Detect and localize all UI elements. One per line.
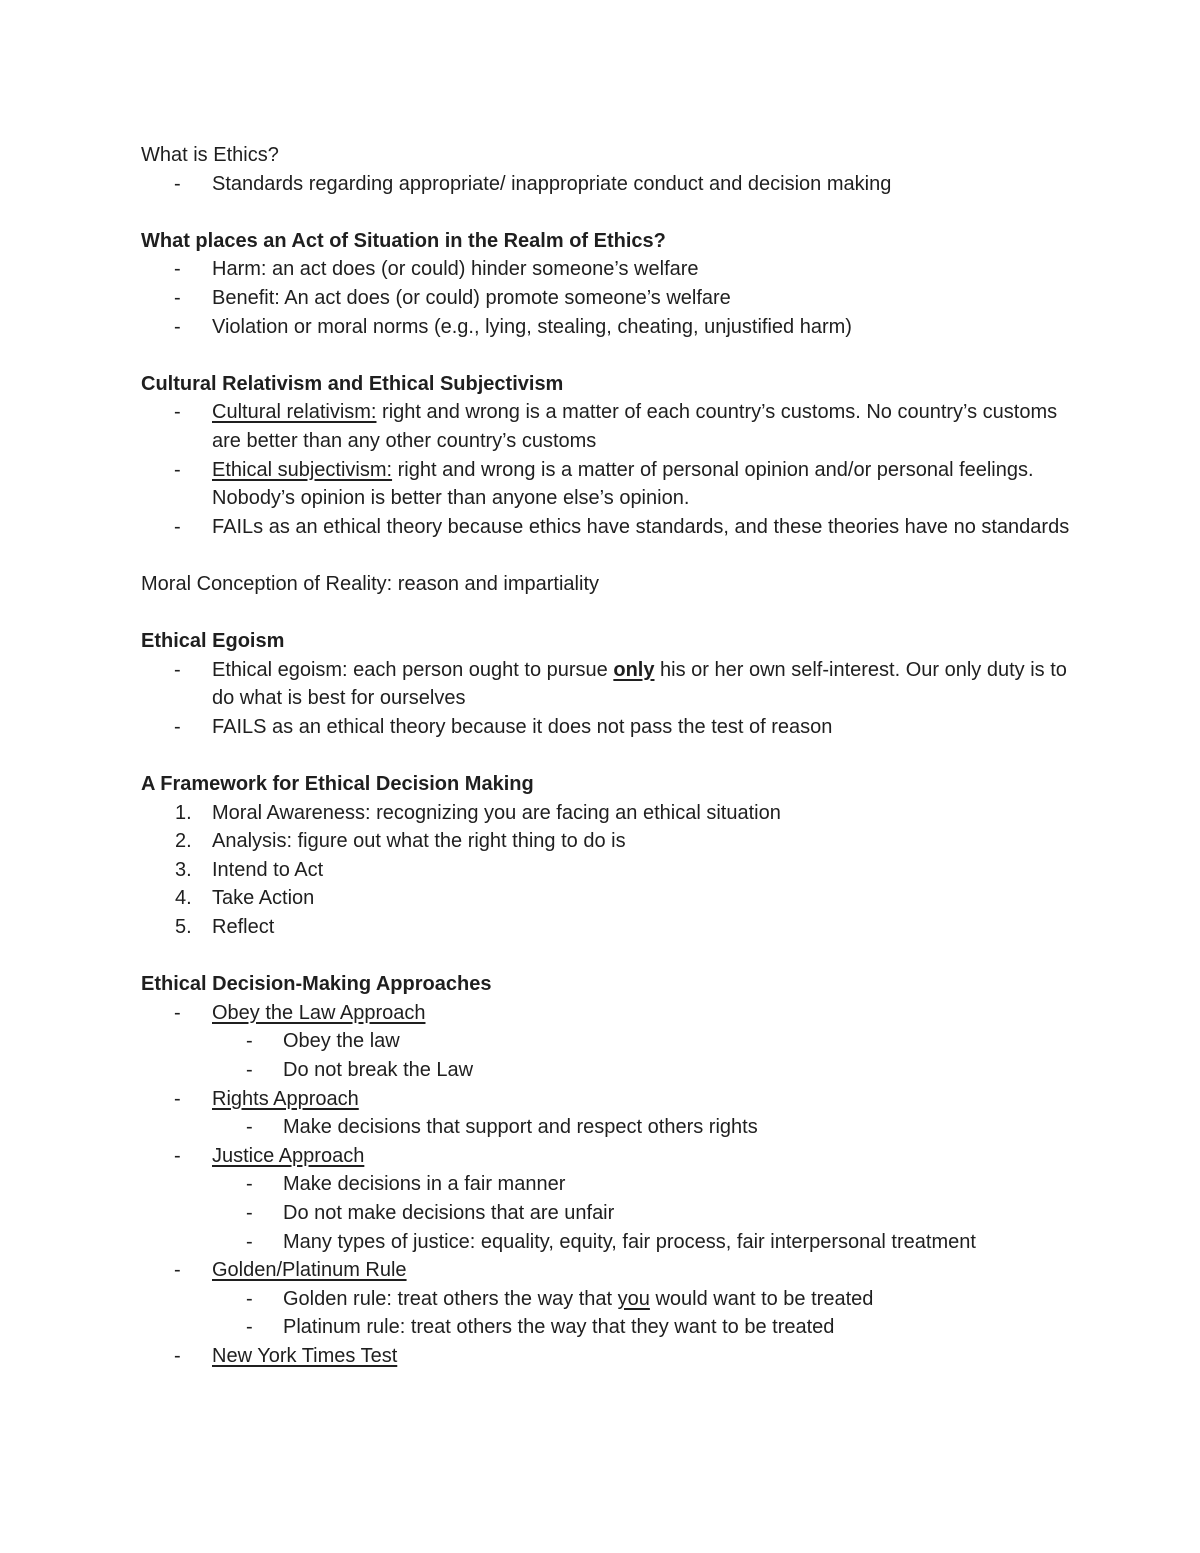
sub-list-item <box>141 1056 1071 1085</box>
number-marker: 5. <box>175 916 192 939</box>
sub-text: Make decisions that support and respect others rights <box>283 1116 758 1139</box>
number-marker: 4. <box>175 887 192 910</box>
list-item <box>141 513 1072 542</box>
bullet-text: Harm: an act does (or could) hinder someone’s welfare <box>212 258 699 281</box>
list-item <box>141 170 1071 199</box>
emphasis-only: only <box>613 658 655 681</box>
bullet-text: FAILs as an ethical theory because ethics have standards, and these theories have no standards <box>212 515 1070 538</box>
list-item <box>141 656 1072 713</box>
approach-item-nyt <box>141 1342 1071 1371</box>
approach-item-law <box>141 999 1071 1028</box>
step-text: Intend to Act <box>212 858 324 881</box>
bullet-text: FAILS as an ethical theory because it does not pass the test of reason <box>212 715 833 738</box>
sub-text: Golden rule: treat others the way that <box>283 1287 618 1310</box>
list-item <box>141 713 1071 742</box>
dash-marker: - <box>174 1144 181 1167</box>
approach-label: Golden/Platinum Rule <box>212 1259 407 1282</box>
step-text: Analysis: figure out what the right thing to do is <box>212 830 626 853</box>
number-marker: 2. <box>175 830 192 853</box>
sub-text: Make decisions in a fair manner <box>283 1173 566 1196</box>
dash-marker: - <box>246 1030 253 1053</box>
numbered-item <box>141 827 1071 856</box>
numbered-item <box>141 856 1071 885</box>
emphasis-you: you <box>617 1287 650 1310</box>
dash-marker: - <box>246 1059 253 1081</box>
section-title-what-is-ethics: What is Ethics? <box>141 144 279 166</box>
dash-marker: - <box>174 286 181 309</box>
section-title-ethical-egoism: Ethical Egoism <box>141 630 285 653</box>
sub-text: Obey the law <box>283 1030 400 1053</box>
number-marker: 1. <box>175 801 192 824</box>
section-title-relativism: Cultural Relativism and Ethical Subjectivism <box>141 372 564 395</box>
bullet-text: right and wrong is a matter of each country’s customs. No country’s customs are better than any other country’s customs <box>212 401 1058 452</box>
bullet-text: Standards regarding appropriate/ inappropriate conduct and decision making <box>212 172 892 195</box>
dash-marker: - <box>174 515 181 538</box>
section-title-approaches: Ethical Decision-Making Approaches <box>141 973 492 996</box>
sub-list-item <box>141 1027 1071 1056</box>
approach-item-golden <box>141 1256 1071 1285</box>
approach-label: Obey the Law Approach <box>212 1001 426 1024</box>
section-title-framework: A Framework for Ethical Decision Making <box>141 773 534 796</box>
sub-text: would want to be treated <box>649 1287 874 1310</box>
dash-marker: - <box>174 172 181 195</box>
dash-marker: - <box>174 1001 181 1024</box>
moral-conception-line: Moral Conception of Reality: reason and impartiality <box>141 572 599 595</box>
dash-marker: - <box>174 658 181 681</box>
term-ethical-subjectivism: Ethical subjectivism: <box>212 458 393 481</box>
dash-marker: - <box>174 315 181 338</box>
bullet-text: his or her own self-interest. Our only duty is to do what is best for ourselves <box>212 658 1067 710</box>
dash-marker: - <box>246 1173 253 1196</box>
sub-list-item <box>141 1113 1071 1142</box>
sub-list-item <box>141 1313 1071 1342</box>
approach-label: Justice Approach <box>212 1144 365 1167</box>
list-item <box>141 456 1072 513</box>
list-item <box>141 398 1072 455</box>
bullet-text: Ethical egoism: each person ought to pursue <box>212 658 614 681</box>
dash-marker: - <box>174 258 181 281</box>
bullet-text: Violation or moral norms (e.g., lying, stealing, cheating, unjustified harm) <box>212 315 852 338</box>
list-item <box>141 313 1071 342</box>
bullet-text: right and wrong is a matter of personal opinion and/or personal feelings. Nobody’s opinion is better than anyone else’s opinion. <box>212 458 1034 510</box>
approach-label: New York Times Test <box>212 1344 398 1367</box>
list-item <box>141 284 1071 313</box>
sub-text: Platinum rule: treat others the way that they want to be treated <box>283 1316 835 1339</box>
dash-marker: - <box>174 458 181 481</box>
approach-label: Rights Approach <box>212 1087 359 1110</box>
sub-list-item <box>141 1228 1071 1257</box>
sub-list-item <box>141 1199 1071 1228</box>
numbered-item <box>141 913 1071 942</box>
list-item <box>141 255 1071 284</box>
sub-text: Do not break the Law <box>283 1059 474 1081</box>
dash-marker: - <box>246 1116 253 1139</box>
numbered-item <box>141 799 1071 828</box>
number-marker: 3. <box>175 858 192 881</box>
step-text: Moral Awareness: recognizing you are facing an ethical situation <box>212 801 781 824</box>
dash-marker: - <box>174 1087 181 1110</box>
numbered-item <box>141 884 1071 913</box>
approach-item-rights <box>141 1085 1071 1114</box>
bullet-text: Benefit: An act does (or could) promote someone’s welfare <box>212 286 731 309</box>
step-text: Take Action <box>212 887 315 910</box>
dash-marker: - <box>174 715 181 738</box>
dash-marker: - <box>246 1201 253 1224</box>
approach-item-justice <box>141 1142 1071 1171</box>
dash-marker: - <box>174 401 181 424</box>
sub-text: Do not make decisions that are unfair <box>283 1201 615 1224</box>
dash-marker: - <box>174 1344 181 1367</box>
dash-marker: - <box>246 1230 253 1253</box>
sub-list-item <box>141 1285 1071 1314</box>
dash-marker: - <box>174 1259 181 1282</box>
sub-list-item <box>141 1170 1071 1199</box>
step-text: Reflect <box>212 916 275 939</box>
dash-marker: - <box>246 1316 253 1339</box>
term-cultural-relativism: Cultural relativism: <box>212 401 377 424</box>
dash-marker: - <box>246 1287 253 1310</box>
section-title-realm-of-ethics: What places an Act of Situation in the Realm of Ethics? <box>141 229 666 252</box>
document-page <box>141 141 1071 1371</box>
sub-text: Many types of justice: equality, equity, fair process, fair interpersonal treatment <box>283 1230 976 1253</box>
